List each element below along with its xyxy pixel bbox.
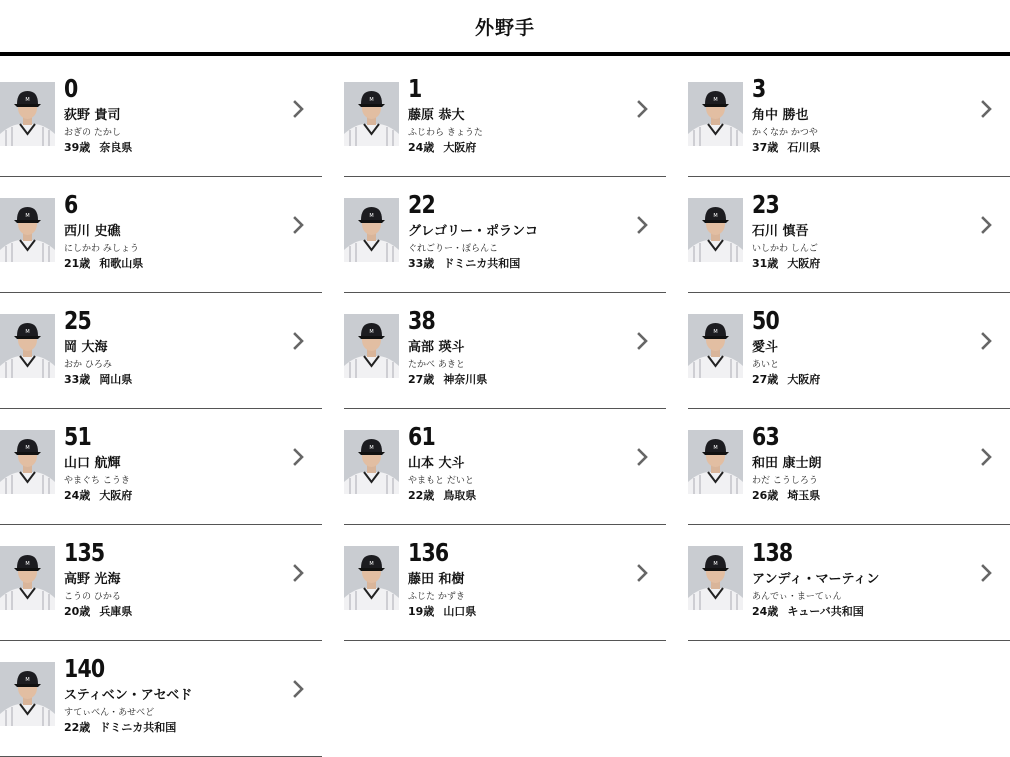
player-number: 23: [752, 190, 779, 219]
player-hometown: 神奈川県: [443, 373, 488, 386]
player-card[interactable]: [688, 525, 1010, 641]
chevron-right-icon[interactable]: [978, 563, 996, 583]
svg-text:M: M: [369, 445, 374, 451]
player-meta: [64, 373, 132, 387]
player-number: 50: [752, 306, 779, 335]
svg-text:M: M: [713, 445, 718, 451]
player-age: 22歳: [64, 721, 91, 734]
player-meta: [752, 141, 820, 155]
player-age: 37歳: [752, 141, 779, 154]
chevron-right-icon[interactable]: [290, 563, 308, 583]
player-name: 石川 慎吾: [752, 224, 809, 239]
player-photo: [344, 314, 399, 378]
player-name-kana: ぐれごりー・ぽらんこ: [408, 244, 499, 254]
svg-text:M: M: [713, 213, 718, 219]
player-age: 21歳: [64, 257, 91, 270]
player-meta: [64, 489, 132, 503]
player-hometown: 石川県: [787, 141, 821, 154]
player-meta: [64, 605, 132, 619]
player-age: 19歳: [408, 605, 435, 618]
svg-text:M: M: [25, 97, 30, 103]
player-hometown: 大阪府: [443, 141, 477, 154]
player-hometown: 埼玉県: [787, 489, 821, 502]
player-hometown: 大阪府: [787, 373, 821, 386]
player-photo: [0, 82, 55, 146]
player-photo: [0, 198, 55, 262]
player-card[interactable]: [688, 61, 1010, 177]
player-name: アンディ・マーティン: [752, 572, 880, 587]
player-name: 高野 光海: [64, 572, 121, 587]
player-age: 24歳: [752, 605, 779, 618]
player-name-kana: ふじわら きょうた: [408, 128, 483, 138]
player-meta: [408, 141, 476, 155]
player-card[interactable]: [0, 525, 322, 641]
player-name-kana: やまぐち こうき: [64, 476, 130, 486]
player-photo: [0, 662, 55, 726]
player-meta: [408, 373, 487, 387]
player-name: 和田 康士朗: [752, 456, 822, 471]
player-photo: [344, 430, 399, 494]
player-age: 24歳: [408, 141, 435, 154]
player-hometown: 兵庫県: [99, 605, 133, 618]
player-number: 61: [408, 422, 435, 451]
svg-text:M: M: [713, 329, 718, 335]
player-photo: [688, 430, 743, 494]
chevron-right-icon[interactable]: [978, 447, 996, 467]
chevron-right-icon[interactable]: [634, 563, 652, 583]
player-number: 25: [64, 306, 91, 335]
player-card[interactable]: [0, 177, 322, 293]
player-number: 140: [64, 654, 105, 683]
player-card[interactable]: [0, 61, 322, 177]
player-photo: [344, 546, 399, 610]
svg-text:M: M: [713, 97, 718, 103]
chevron-right-icon[interactable]: [290, 99, 308, 119]
chevron-right-icon[interactable]: [978, 99, 996, 119]
player-hometown: 岡山県: [99, 373, 133, 386]
player-card[interactable]: [0, 409, 322, 525]
player-hometown: 大阪府: [99, 489, 133, 502]
player-card[interactable]: [688, 409, 1010, 525]
player-meta: [752, 257, 820, 271]
player-card[interactable]: [344, 525, 666, 641]
player-card[interactable]: [344, 177, 666, 293]
player-name: 山本 大斗: [408, 456, 465, 471]
player-card[interactable]: [344, 293, 666, 409]
player-card[interactable]: [688, 293, 1010, 409]
player-meta: [752, 489, 820, 503]
player-name: スティベン・アセベド: [64, 688, 193, 703]
svg-text:M: M: [25, 677, 30, 683]
player-number: 136: [408, 538, 449, 567]
player-name: グレゴリー・ポランコ: [408, 224, 539, 239]
svg-text:M: M: [25, 445, 30, 451]
player-name: 荻野 貴司: [64, 108, 121, 123]
player-number: 6: [64, 190, 78, 219]
player-hometown: ドミニカ共和国: [443, 257, 521, 270]
player-photo: [0, 546, 55, 610]
chevron-right-icon[interactable]: [634, 215, 652, 235]
player-hometown: 大阪府: [787, 257, 821, 270]
player-age: 20歳: [64, 605, 91, 618]
chevron-right-icon[interactable]: [290, 215, 308, 235]
player-name-kana: おか ひろみ: [64, 360, 112, 370]
player-age: 27歳: [752, 373, 779, 386]
player-hometown: 山口県: [443, 605, 477, 618]
svg-text:M: M: [25, 329, 30, 335]
player-meta: [64, 257, 143, 271]
player-name-kana: いしかわ しんご: [752, 244, 818, 254]
chevron-right-icon[interactable]: [290, 679, 308, 699]
player-name-kana: あいと: [752, 360, 780, 370]
player-name-kana: こうの ひかる: [64, 592, 121, 602]
player-name-kana: ふじた かずき: [408, 592, 465, 602]
player-meta: [64, 141, 132, 155]
player-name-kana: やまもと だいと: [408, 476, 474, 486]
player-number: 22: [408, 190, 435, 219]
player-age: 24歳: [64, 489, 91, 502]
player-name-kana: わだ こうしろう: [752, 476, 818, 486]
chevron-right-icon[interactable]: [634, 331, 652, 351]
player-name-kana: あんでぃ・まーてぃん: [752, 592, 842, 602]
player-number: 135: [64, 538, 105, 567]
player-card[interactable]: [0, 293, 322, 409]
svg-text:M: M: [25, 213, 30, 219]
player-hometown: キューバ共和国: [787, 605, 864, 618]
player-photo: [688, 82, 743, 146]
player-name: 山口 航輝: [64, 456, 121, 471]
player-name-kana: おぎの たかし: [64, 128, 121, 138]
player-hometown: 和歌山県: [99, 257, 144, 270]
player-card[interactable]: [344, 409, 666, 525]
chevron-right-icon[interactable]: [290, 447, 308, 467]
player-meta: [64, 721, 176, 735]
player-name-kana: たかべ あきと: [408, 360, 465, 370]
page-title: 外野手: [474, 17, 535, 39]
chevron-right-icon[interactable]: [978, 215, 996, 235]
player-number: 1: [408, 74, 422, 103]
player-photo: [688, 314, 743, 378]
player-number: 3: [752, 74, 766, 103]
player-photo: [688, 546, 743, 610]
player-meta: [408, 489, 476, 503]
player-photo: [344, 198, 399, 262]
player-age: 33歳: [408, 257, 435, 270]
player-age: 26歳: [752, 489, 779, 502]
chevron-right-icon[interactable]: [634, 447, 652, 467]
player-name: 高部 瑛斗: [408, 340, 465, 355]
player-hometown: 鳥取県: [443, 489, 477, 502]
player-name: 岡 大海: [64, 340, 108, 355]
player-age: 27歳: [408, 373, 435, 386]
player-age: 33歳: [64, 373, 91, 386]
player-name: 愛斗: [752, 340, 779, 355]
player-photo: [344, 82, 399, 146]
player-age: 22歳: [408, 489, 435, 502]
player-number: 0: [64, 74, 78, 103]
player-age: 31歳: [752, 257, 779, 270]
player-name: 藤田 和樹: [408, 572, 465, 587]
svg-text:M: M: [25, 561, 30, 567]
player-card[interactable]: [688, 177, 1010, 293]
svg-text:M: M: [369, 329, 374, 335]
chevron-right-icon[interactable]: [290, 331, 308, 351]
player-photo: [688, 198, 743, 262]
chevron-right-icon[interactable]: [634, 99, 652, 119]
player-hometown: 奈良県: [99, 141, 133, 154]
svg-text:M: M: [369, 213, 374, 219]
svg-text:M: M: [369, 561, 374, 567]
player-number: 38: [408, 306, 435, 335]
player-meta: [408, 257, 520, 271]
player-name: 角中 勝也: [752, 108, 809, 123]
player-name-kana: かくなか かつや: [752, 128, 818, 138]
player-name: 藤原 恭大: [408, 108, 465, 123]
player-name: 西川 史礁: [64, 224, 121, 239]
player-name-kana: すてぃべん・あせべど: [64, 708, 155, 718]
player-photo: [0, 430, 55, 494]
svg-text:M: M: [713, 561, 718, 567]
player-number: 138: [752, 538, 793, 567]
player-name-kana: にしかわ みしょう: [64, 244, 139, 254]
svg-text:M: M: [369, 97, 374, 103]
player-number: 63: [752, 422, 779, 451]
player-meta: [752, 373, 820, 387]
player-hometown: ドミニカ共和国: [99, 721, 177, 734]
player-meta: [408, 605, 476, 619]
player-card[interactable]: [344, 61, 666, 177]
chevron-right-icon[interactable]: [978, 331, 996, 351]
player-number: 51: [64, 422, 91, 451]
player-age: 39歳: [64, 141, 91, 154]
player-photo: [0, 314, 55, 378]
player-meta: [752, 605, 864, 619]
player-card[interactable]: [0, 641, 322, 757]
